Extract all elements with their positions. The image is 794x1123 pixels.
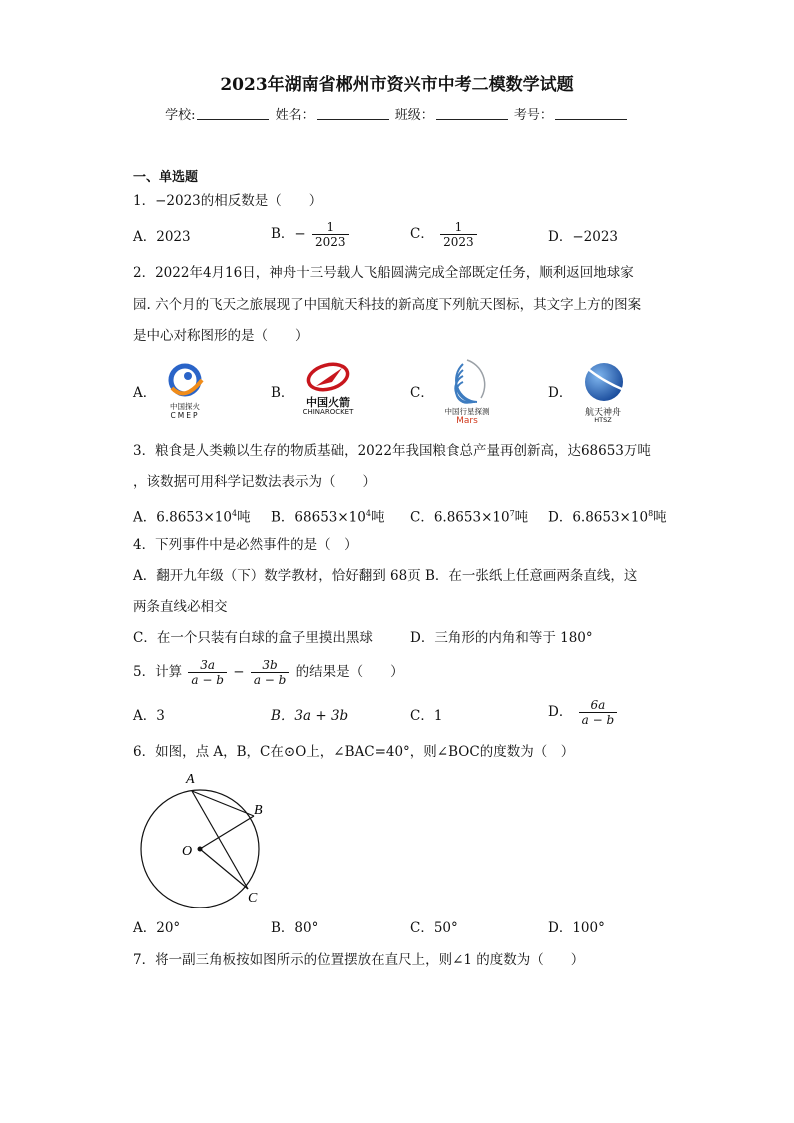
q2-line-2: 园. 六个月的飞天之旅展现了中国航天科技的新高度下列航天图标，其文字上方的图案 <box>133 297 642 313</box>
logo-b-subcaption: CHINAROCKET <box>302 408 354 416</box>
label-c: C <box>248 891 258 906</box>
number-label: 考号： <box>513 108 553 123</box>
q1-option-a[interactable]: A．2023 <box>133 229 191 245</box>
number-blank[interactable] <box>555 107 627 120</box>
name-blank[interactable] <box>317 107 389 120</box>
logo-b-icon <box>298 362 358 394</box>
q5-option-c[interactable]: C．1 <box>410 708 443 724</box>
q2-line-3: 是中心对称图形的是（ ） <box>133 328 309 344</box>
q2-option-b[interactable]: B． <box>271 385 295 401</box>
logo-c-icon <box>437 358 497 406</box>
logo-a-caption: 中国探火 <box>170 402 200 411</box>
q5-fraction-2: $\frac{3b}{a - b}$ <box>251 658 290 687</box>
q3-option-b[interactable]: B．$68653\times 10^4$吨 <box>271 509 385 526</box>
q5-prefix: 5．计算 <box>133 664 183 680</box>
label-a: A <box>186 772 195 787</box>
q1-option-c-prefix: C． <box>410 226 434 242</box>
q3-line-1: 3．粮食是人类赖以生存的物质基础，2022年我国粮食总产量再创新高，达68653万吨 <box>133 443 651 459</box>
logo-c-caption: 中国行星探测 <box>444 407 490 416</box>
q1-option-c-fraction: $\frac{1}{2023}$ <box>440 220 477 249</box>
q2-option-d[interactable]: D． <box>548 385 573 401</box>
q1-option-b-prefix: B．− <box>271 226 306 242</box>
q4-option-c[interactable]: C．在一个只装有白球的盒子里摸出黑球 <box>133 630 373 646</box>
logo-a-subcaption: CMEP <box>170 411 200 420</box>
q2-option-c[interactable]: C． <box>410 385 434 401</box>
q2-option-a[interactable]: A． <box>133 385 157 401</box>
paper-title: 2023年湖南省郴州市资兴市中考二模数学试题 <box>220 75 574 95</box>
q5-suffix: 的结果是（ ） <box>295 664 404 680</box>
q6-option-d[interactable]: D．100° <box>548 920 605 936</box>
logo-c-mars <box>437 358 497 428</box>
q5-fraction-1: $\frac{3a}{a - b}$ <box>188 658 227 687</box>
center-point <box>198 847 203 852</box>
q6-option-c[interactable]: C．50° <box>410 920 458 936</box>
q5-stem <box>133 658 404 687</box>
q5-option-a[interactable]: A．3 <box>133 708 165 724</box>
q4-option-d[interactable]: D．三角形的内角和等于 180° <box>410 630 593 646</box>
q3-option-d[interactable]: D．$6.8653\times 10^8$吨 <box>548 509 667 526</box>
logo-d-subcaption: HTSZ <box>594 416 612 424</box>
label-b: B <box>254 803 263 818</box>
q4-option-b-cont: 两条直线必相交 <box>133 599 228 615</box>
q6-stem: 6．如图，点 A，B，C在⊙O上，∠BAC=40°，则∠BOC的度数为（ ） <box>133 744 575 760</box>
logo-b-chinarocket <box>298 362 358 422</box>
q1-option-c[interactable] <box>410 220 479 249</box>
logo-d-htsz <box>578 360 628 426</box>
section-heading: 一、单选题 <box>133 170 199 185</box>
q5-option-d[interactable]: D． $\frac{6a}{a - b}$ <box>548 698 619 727</box>
q6-option-a[interactable]: A．20° <box>133 920 181 936</box>
q5-minus: − <box>233 664 245 680</box>
name-label: 姓名： <box>275 108 315 123</box>
q2-line-1: 2．2022年4月16日，神舟十三号载人飞船圆满完成全部既定任务，顺利返回地球家 <box>133 265 634 281</box>
label-o: O <box>182 844 193 859</box>
school-blank[interactable] <box>197 107 269 120</box>
q1-option-b-fraction: $\frac{1}{2023}$ <box>312 220 349 249</box>
logo-a-icon <box>160 362 210 402</box>
school-label: 学校: <box>165 108 196 123</box>
logo-b-caption: 中国火箭 <box>306 396 350 409</box>
logo-d-icon <box>578 360 628 404</box>
logo-a-cmep <box>160 362 210 422</box>
q1-option-b[interactable] <box>271 220 351 249</box>
logo-c-subcaption: Mars <box>456 416 478 426</box>
q7-stem: 7．将一副三角板按如图所示的位置摆放在直尺上，则∠1 的度数为（ ） <box>133 952 585 968</box>
q5-option-d-fraction: $\frac{6a}{a - b}$ <box>579 698 618 727</box>
segment-oc <box>200 849 248 889</box>
class-label: 班级： <box>394 108 434 123</box>
class-blank[interactable] <box>436 107 508 120</box>
student-info-line <box>0 104 794 123</box>
q3-option-a[interactable]: A．$6.8653\times 10^4$吨 <box>133 509 251 526</box>
q1-stem: 1．−2023的相反数是（ ） <box>133 193 323 209</box>
q5-option-b[interactable]: B．3a + 3b <box>271 708 349 724</box>
q4-stem: 4．下列事件中是必然事件的是（ ） <box>133 537 358 553</box>
q4-options-ab[interactable]: A．翻开九年级（下）数学教材，恰好翻到 68页 B．在一张纸上任意画两条直线，这 <box>133 568 638 584</box>
segment-ob <box>200 816 254 849</box>
q3-option-c[interactable]: C．$6.8653\times 10^7$吨 <box>410 509 529 526</box>
logo-d-caption: 航天神舟 <box>584 408 621 418</box>
q6-circle-figure <box>130 768 280 908</box>
q6-option-b[interactable]: B．80° <box>271 920 319 936</box>
q3-line-2: ，该数据可用科学记数法表示为（ ） <box>133 474 376 490</box>
q1-option-d[interactable]: D．−2023 <box>548 229 618 245</box>
